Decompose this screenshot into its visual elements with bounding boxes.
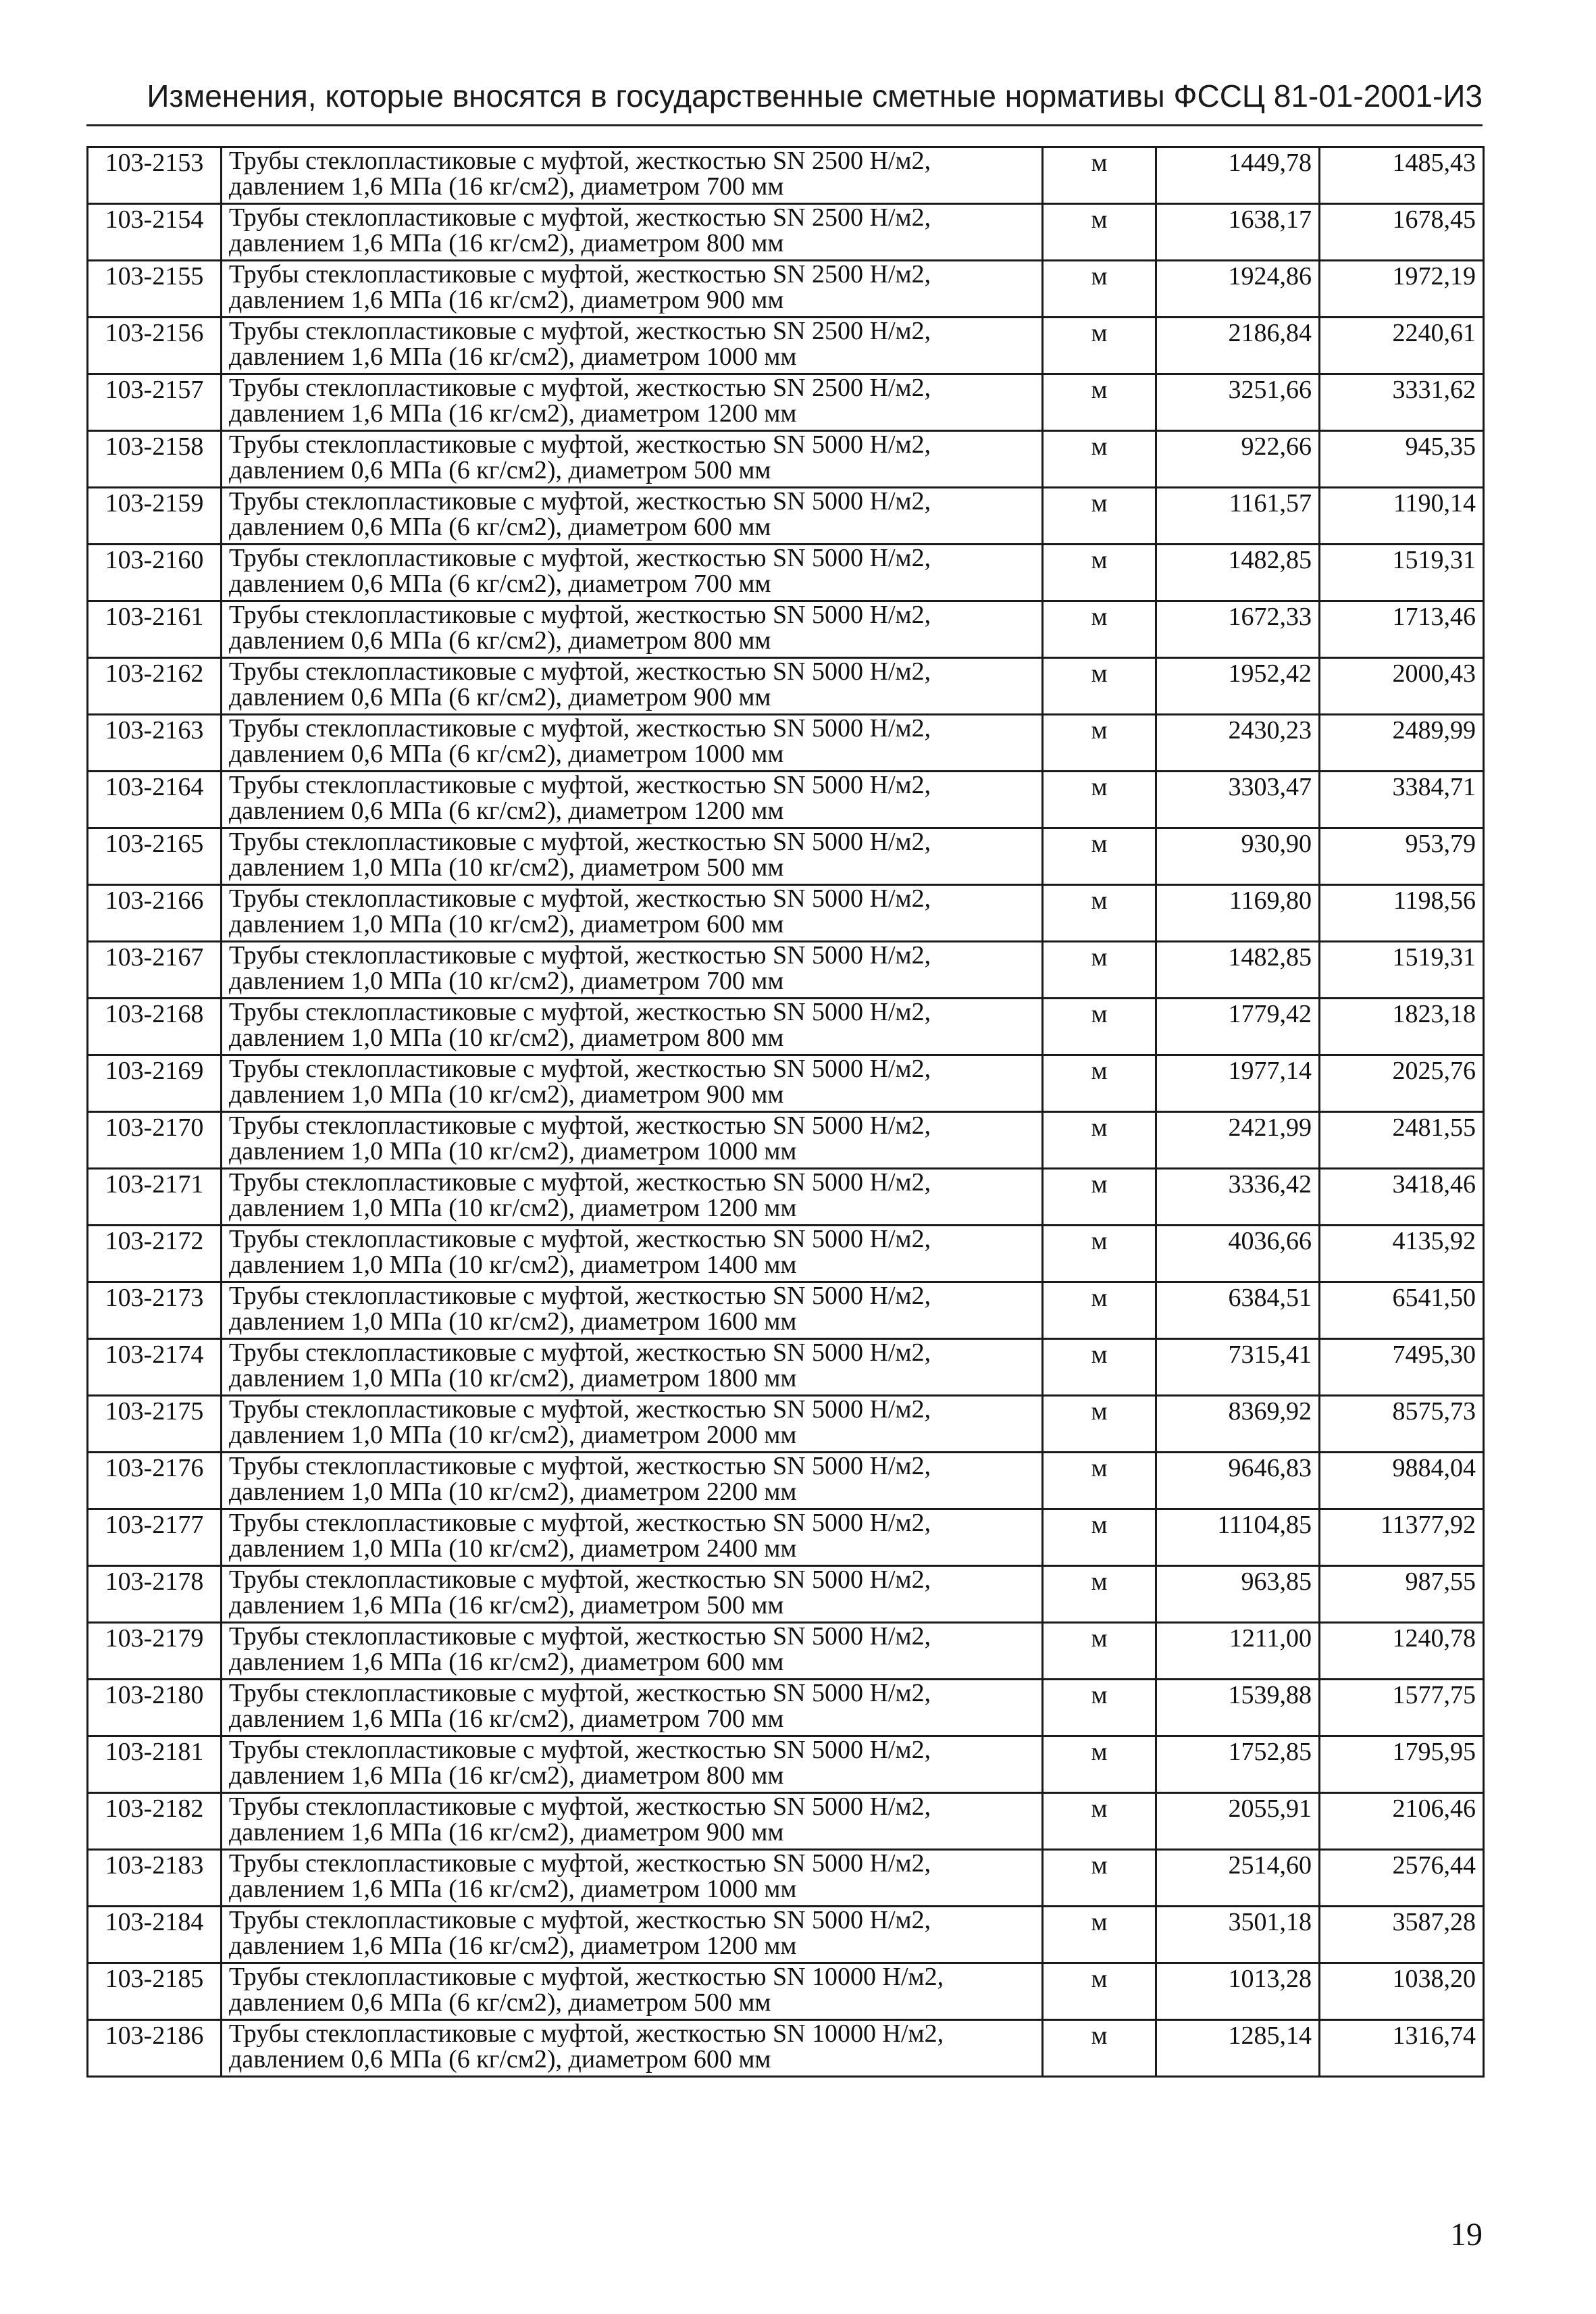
price-cell-1: 1285,14 bbox=[1156, 2020, 1320, 2077]
description-cell: Трубы стеклопластиковые с муфтой, жесткостью SN 5000 Н/м2, давлением 0,6 МПа (6 кг/см2), диаметром 500 мм bbox=[222, 431, 1043, 488]
price-cell-2: 953,79 bbox=[1320, 828, 1484, 885]
price-cell-1: 1672,33 bbox=[1156, 601, 1320, 658]
price-cell-2: 2106,46 bbox=[1320, 1793, 1484, 1850]
code-cell: 103-2179 bbox=[88, 1623, 222, 1680]
description-cell: Трубы стеклопластиковые с муфтой, жесткостью SN 5000 Н/м2, давлением 1,0 МПа (10 кг/см2), диаметром 1600 мм bbox=[222, 1282, 1043, 1339]
code-cell: 103-2153 bbox=[88, 147, 222, 204]
unit-cell: м bbox=[1043, 1396, 1156, 1453]
code-cell: 103-2176 bbox=[88, 1453, 222, 1509]
description-cell: Трубы стеклопластиковые с муфтой, жесткостью SN 5000 Н/м2, давлением 1,0 МПа (10 кг/см2), диаметром 1200 мм bbox=[222, 1169, 1043, 1226]
unit-cell: м bbox=[1043, 374, 1156, 431]
price-cell-1: 1211,00 bbox=[1156, 1623, 1320, 1680]
description-cell: Трубы стеклопластиковые с муфтой, жесткостью SN 10000 Н/м2, давлением 0,6 МПа (6 кг/см2), диаметром 500 мм bbox=[222, 1963, 1043, 2020]
table-row bbox=[88, 1396, 1484, 1453]
price-cell-1: 3336,42 bbox=[1156, 1169, 1320, 1226]
price-cell-2: 1519,31 bbox=[1320, 942, 1484, 999]
description-cell: Трубы стеклопластиковые с муфтой, жесткостью SN 5000 Н/м2, давлением 1,0 МПа (10 кг/см2), диаметром 700 мм bbox=[222, 942, 1043, 999]
code-cell: 103-2174 bbox=[88, 1339, 222, 1396]
unit-cell: м bbox=[1043, 1282, 1156, 1339]
description-cell: Трубы стеклопластиковые с муфтой, жесткостью SN 5000 Н/м2, давлением 1,0 МПа (10 кг/см2), диаметром 900 мм bbox=[222, 1055, 1043, 1112]
table-row bbox=[88, 1169, 1484, 1226]
unit-cell: м bbox=[1043, 1226, 1156, 1282]
unit-cell: м bbox=[1043, 1509, 1156, 1566]
table-row bbox=[88, 1623, 1484, 1680]
table-row bbox=[88, 488, 1484, 545]
table-row bbox=[88, 204, 1484, 261]
description-cell: Трубы стеклопластиковые с муфтой, жесткостью SN 2500 Н/м2, давлением 1,6 МПа (16 кг/см2), диаметром 1000 мм bbox=[222, 318, 1043, 374]
price-cell-1: 2430,23 bbox=[1156, 715, 1320, 772]
table-row bbox=[88, 1566, 1484, 1623]
code-cell: 103-2173 bbox=[88, 1282, 222, 1339]
price-cell-1: 3501,18 bbox=[1156, 1907, 1320, 1963]
description-cell: Трубы стеклопластиковые с муфтой, жесткостью SN 5000 Н/м2, давлением 1,0 МПа (10 кг/см2), диаметром 600 мм bbox=[222, 885, 1043, 942]
code-cell: 103-2157 bbox=[88, 374, 222, 431]
price-cell-2: 1190,14 bbox=[1320, 488, 1484, 545]
description-cell: Трубы стеклопластиковые с муфтой, жесткостью SN 5000 Н/м2, давлением 0,6 МПа (6 кг/см2), диаметром 1200 мм bbox=[222, 772, 1043, 828]
table-row bbox=[88, 1226, 1484, 1282]
price-cell-2: 1972,19 bbox=[1320, 261, 1484, 318]
price-cell-2: 2576,44 bbox=[1320, 1850, 1484, 1907]
unit-cell: м bbox=[1043, 601, 1156, 658]
price-cell-1: 1779,42 bbox=[1156, 999, 1320, 1055]
price-cell-2: 3331,62 bbox=[1320, 374, 1484, 431]
unit-cell: м bbox=[1043, 772, 1156, 828]
price-cell-2: 7495,30 bbox=[1320, 1339, 1484, 1396]
description-cell: Трубы стеклопластиковые с муфтой, жесткостью SN 5000 Н/м2, давлением 1,6 МПа (16 кг/см2), диаметром 500 мм bbox=[222, 1566, 1043, 1623]
unit-cell: м bbox=[1043, 431, 1156, 488]
price-cell-1: 9646,83 bbox=[1156, 1453, 1320, 1509]
description-cell: Трубы стеклопластиковые с муфтой, жесткостью SN 5000 Н/м2, давлением 0,6 МПа (6 кг/см2), диаметром 700 мм bbox=[222, 545, 1043, 601]
table-row bbox=[88, 601, 1484, 658]
price-cell-1: 1924,86 bbox=[1156, 261, 1320, 318]
price-cell-2: 1485,43 bbox=[1320, 147, 1484, 204]
unit-cell: м bbox=[1043, 942, 1156, 999]
price-cell-1: 1977,14 bbox=[1156, 1055, 1320, 1112]
description-cell: Трубы стеклопластиковые с муфтой, жесткостью SN 5000 Н/м2, давлением 1,0 МПа (10 кг/см2), диаметром 1000 мм bbox=[222, 1112, 1043, 1169]
price-cell-1: 1482,85 bbox=[1156, 545, 1320, 601]
description-cell: Трубы стеклопластиковые с муфтой, жесткостью SN 5000 Н/м2, давлением 1,6 МПа (16 кг/см2), диаметром 700 мм bbox=[222, 1680, 1043, 1736]
table-row bbox=[88, 1963, 1484, 2020]
table-row bbox=[88, 772, 1484, 828]
description-cell: Трубы стеклопластиковые с муфтой, жесткостью SN 5000 Н/м2, давлением 1,0 МПа (10 кг/см2), диаметром 500 мм bbox=[222, 828, 1043, 885]
description-cell: Трубы стеклопластиковые с муфтой, жесткостью SN 5000 Н/м2, давлением 1,6 МПа (16 кг/см2), диаметром 800 мм bbox=[222, 1736, 1043, 1793]
description-cell: Трубы стеклопластиковые с муфтой, жесткостью SN 2500 Н/м2, давлением 1,6 МПа (16 кг/см2), диаметром 900 мм bbox=[222, 261, 1043, 318]
description-cell: Трубы стеклопластиковые с муфтой, жесткостью SN 5000 Н/м2, давлением 0,6 МПа (6 кг/см2), диаметром 800 мм bbox=[222, 601, 1043, 658]
code-cell: 103-2155 bbox=[88, 261, 222, 318]
table-row bbox=[88, 1509, 1484, 1566]
code-cell: 103-2167 bbox=[88, 942, 222, 999]
code-cell: 103-2175 bbox=[88, 1396, 222, 1453]
unit-cell: м bbox=[1043, 715, 1156, 772]
description-cell: Трубы стеклопластиковые с муфтой, жесткостью SN 5000 Н/м2, давлением 1,6 МПа (16 кг/см2), диаметром 600 мм bbox=[222, 1623, 1043, 1680]
unit-cell: м bbox=[1043, 1453, 1156, 1509]
table-row bbox=[88, 318, 1484, 374]
unit-cell: м bbox=[1043, 1623, 1156, 1680]
unit-cell: м bbox=[1043, 1850, 1156, 1907]
code-cell: 103-2180 bbox=[88, 1680, 222, 1736]
description-cell: Трубы стеклопластиковые с муфтой, жесткостью SN 5000 Н/м2, давлением 0,6 МПа (6 кг/см2), диаметром 1000 мм bbox=[222, 715, 1043, 772]
price-cell-2: 1198,56 bbox=[1320, 885, 1484, 942]
unit-cell: м bbox=[1043, 1680, 1156, 1736]
unit-cell: м bbox=[1043, 1112, 1156, 1169]
table-row bbox=[88, 1680, 1484, 1736]
price-cell-1: 3251,66 bbox=[1156, 374, 1320, 431]
price-cell-2: 2240,61 bbox=[1320, 318, 1484, 374]
description-cell: Трубы стеклопластиковые с муфтой, жесткостью SN 2500 Н/м2, давлением 1,6 МПа (16 кг/см2), диаметром 800 мм bbox=[222, 204, 1043, 261]
description-cell: Трубы стеклопластиковые с муфтой, жесткостью SN 5000 Н/м2, давлением 1,0 МПа (10 кг/см2), диаметром 1800 мм bbox=[222, 1339, 1043, 1396]
price-cell-1: 930,90 bbox=[1156, 828, 1320, 885]
table-row bbox=[88, 942, 1484, 999]
code-cell: 103-2181 bbox=[88, 1736, 222, 1793]
table-row bbox=[88, 374, 1484, 431]
price-cell-2: 1823,18 bbox=[1320, 999, 1484, 1055]
table-row bbox=[88, 885, 1484, 942]
price-cell-1: 1449,78 bbox=[1156, 147, 1320, 204]
code-cell: 103-2156 bbox=[88, 318, 222, 374]
unit-cell: м bbox=[1043, 999, 1156, 1055]
price-cell-2: 1713,46 bbox=[1320, 601, 1484, 658]
code-cell: 103-2171 bbox=[88, 1169, 222, 1226]
table-row bbox=[88, 828, 1484, 885]
code-cell: 103-2160 bbox=[88, 545, 222, 601]
price-cell-1: 7315,41 bbox=[1156, 1339, 1320, 1396]
price-cell-1: 2421,99 bbox=[1156, 1112, 1320, 1169]
code-cell: 103-2158 bbox=[88, 431, 222, 488]
code-cell: 103-2166 bbox=[88, 885, 222, 942]
price-cell-2: 2025,76 bbox=[1320, 1055, 1484, 1112]
table-row bbox=[88, 147, 1484, 204]
header-divider bbox=[86, 124, 1483, 126]
price-cell-2: 2481,55 bbox=[1320, 1112, 1484, 1169]
table-row bbox=[88, 1850, 1484, 1907]
price-cell-2: 3587,28 bbox=[1320, 1907, 1484, 1963]
price-cell-2: 11377,92 bbox=[1320, 1509, 1484, 1566]
unit-cell: м bbox=[1043, 545, 1156, 601]
code-cell: 103-2164 bbox=[88, 772, 222, 828]
code-cell: 103-2183 bbox=[88, 1850, 222, 1907]
page-header: Изменения, которые вносятся в государственные сметные нормативы ФССЦ 81-01-2001-И3 bbox=[147, 78, 1483, 114]
price-cell-2: 8575,73 bbox=[1320, 1396, 1484, 1453]
code-cell: 103-2168 bbox=[88, 999, 222, 1055]
code-cell: 103-2163 bbox=[88, 715, 222, 772]
table-row bbox=[88, 1907, 1484, 1963]
price-cell-1: 2186,84 bbox=[1156, 318, 1320, 374]
code-cell: 103-2185 bbox=[88, 1963, 222, 2020]
unit-cell: м bbox=[1043, 1566, 1156, 1623]
code-cell: 103-2184 bbox=[88, 1907, 222, 1963]
price-cell-2: 3418,46 bbox=[1320, 1169, 1484, 1226]
price-cell-1: 11104,85 bbox=[1156, 1509, 1320, 1566]
price-cell-1: 2055,91 bbox=[1156, 1793, 1320, 1850]
price-cell-1: 6384,51 bbox=[1156, 1282, 1320, 1339]
code-cell: 103-2161 bbox=[88, 601, 222, 658]
price-cell-1: 1169,80 bbox=[1156, 885, 1320, 942]
price-cell-1: 1539,88 bbox=[1156, 1680, 1320, 1736]
description-cell: Трубы стеклопластиковые с муфтой, жесткостью SN 5000 Н/м2, давлением 1,6 МПа (16 кг/см2), диаметром 900 мм bbox=[222, 1793, 1043, 1850]
price-cell-2: 1038,20 bbox=[1320, 1963, 1484, 2020]
code-cell: 103-2169 bbox=[88, 1055, 222, 1112]
page-number: 19 bbox=[1450, 2217, 1483, 2253]
code-cell: 103-2182 bbox=[88, 1793, 222, 1850]
description-cell: Трубы стеклопластиковые с муфтой, жесткостью SN 2500 Н/м2, давлением 1,6 МПа (16 кг/см2), диаметром 1200 мм bbox=[222, 374, 1043, 431]
code-cell: 103-2186 bbox=[88, 2020, 222, 2077]
unit-cell: м bbox=[1043, 147, 1156, 204]
price-cell-2: 4135,92 bbox=[1320, 1226, 1484, 1282]
price-cell-2: 3384,71 bbox=[1320, 772, 1484, 828]
code-cell: 103-2154 bbox=[88, 204, 222, 261]
price-cell-2: 1795,95 bbox=[1320, 1736, 1484, 1793]
price-cell-2: 6541,50 bbox=[1320, 1282, 1484, 1339]
table-row bbox=[88, 715, 1484, 772]
unit-cell: м bbox=[1043, 658, 1156, 715]
description-cell: Трубы стеклопластиковые с муфтой, жесткостью SN 5000 Н/м2, давлением 1,0 МПа (10 кг/см2), диаметром 2400 мм bbox=[222, 1509, 1043, 1566]
table-row bbox=[88, 2020, 1484, 2077]
description-cell: Трубы стеклопластиковые с муфтой, жесткостью SN 5000 Н/м2, давлением 1,0 МПа (10 кг/см2), диаметром 800 мм bbox=[222, 999, 1043, 1055]
description-cell: Трубы стеклопластиковые с муфтой, жесткостью SN 5000 Н/м2, давлением 0,6 МПа (6 кг/см2), диаметром 900 мм bbox=[222, 658, 1043, 715]
description-cell: Трубы стеклопластиковые с муфтой, жесткостью SN 5000 Н/м2, давлением 1,0 МПа (10 кг/см2), диаметром 1400 мм bbox=[222, 1226, 1043, 1282]
unit-cell: м bbox=[1043, 1793, 1156, 1850]
code-cell: 103-2177 bbox=[88, 1509, 222, 1566]
unit-cell: м bbox=[1043, 204, 1156, 261]
description-cell: Трубы стеклопластиковые с муфтой, жесткостью SN 5000 Н/м2, давлением 1,0 МПа (10 кг/см2), диаметром 2200 мм bbox=[222, 1453, 1043, 1509]
unit-cell: м bbox=[1043, 828, 1156, 885]
table-row bbox=[88, 999, 1484, 1055]
description-cell: Трубы стеклопластиковые с муфтой, жесткостью SN 5000 Н/м2, давлением 0,6 МПа (6 кг/см2), диаметром 600 мм bbox=[222, 488, 1043, 545]
table-row bbox=[88, 1453, 1484, 1509]
unit-cell: м bbox=[1043, 318, 1156, 374]
price-cell-1: 8369,92 bbox=[1156, 1396, 1320, 1453]
table-body bbox=[88, 147, 1484, 2077]
description-cell: Трубы стеклопластиковые с муфтой, жесткостью SN 5000 Н/м2, давлением 1,6 МПа (16 кг/см2), диаметром 1000 мм bbox=[222, 1850, 1043, 1907]
unit-cell: м bbox=[1043, 1736, 1156, 1793]
price-cell-1: 1013,28 bbox=[1156, 1963, 1320, 2020]
code-cell: 103-2162 bbox=[88, 658, 222, 715]
unit-cell: м bbox=[1043, 1339, 1156, 1396]
unit-cell: м bbox=[1043, 488, 1156, 545]
price-cell-2: 2000,43 bbox=[1320, 658, 1484, 715]
price-cell-1: 1638,17 bbox=[1156, 204, 1320, 261]
price-cell-1: 2514,60 bbox=[1156, 1850, 1320, 1907]
table-row bbox=[88, 261, 1484, 318]
unit-cell: м bbox=[1043, 1963, 1156, 2020]
table-row bbox=[88, 1055, 1484, 1112]
table-row bbox=[88, 545, 1484, 601]
price-table bbox=[86, 146, 1485, 2078]
unit-cell: м bbox=[1043, 2020, 1156, 2077]
unit-cell: м bbox=[1043, 1055, 1156, 1112]
price-cell-1: 3303,47 bbox=[1156, 772, 1320, 828]
price-cell-2: 9884,04 bbox=[1320, 1453, 1484, 1509]
price-cell-2: 2489,99 bbox=[1320, 715, 1484, 772]
unit-cell: м bbox=[1043, 885, 1156, 942]
table-row bbox=[88, 1736, 1484, 1793]
price-cell-2: 1240,78 bbox=[1320, 1623, 1484, 1680]
price-cell-2: 945,35 bbox=[1320, 431, 1484, 488]
price-cell-1: 963,85 bbox=[1156, 1566, 1320, 1623]
description-cell: Трубы стеклопластиковые с муфтой, жесткостью SN 10000 Н/м2, давлением 0,6 МПа (6 кг/см2), диаметром 600 мм bbox=[222, 2020, 1043, 2077]
price-cell-2: 1577,75 bbox=[1320, 1680, 1484, 1736]
price-cell-1: 4036,66 bbox=[1156, 1226, 1320, 1282]
unit-cell: м bbox=[1043, 261, 1156, 318]
description-cell: Трубы стеклопластиковые с муфтой, жесткостью SN 5000 Н/м2, давлением 1,0 МПа (10 кг/см2), диаметром 2000 мм bbox=[222, 1396, 1043, 1453]
table-row bbox=[88, 1112, 1484, 1169]
price-cell-2: 1519,31 bbox=[1320, 545, 1484, 601]
description-cell: Трубы стеклопластиковые с муфтой, жесткостью SN 2500 Н/м2, давлением 1,6 МПа (16 кг/см2), диаметром 700 мм bbox=[222, 147, 1043, 204]
table-row bbox=[88, 1282, 1484, 1339]
code-cell: 103-2178 bbox=[88, 1566, 222, 1623]
price-cell-1: 1482,85 bbox=[1156, 942, 1320, 999]
table-row bbox=[88, 431, 1484, 488]
price-cell-1: 1752,85 bbox=[1156, 1736, 1320, 1793]
table-row bbox=[88, 1339, 1484, 1396]
price-cell-1: 1952,42 bbox=[1156, 658, 1320, 715]
code-cell: 103-2165 bbox=[88, 828, 222, 885]
code-cell: 103-2172 bbox=[88, 1226, 222, 1282]
description-cell: Трубы стеклопластиковые с муфтой, жесткостью SN 5000 Н/м2, давлением 1,6 МПа (16 кг/см2), диаметром 1200 мм bbox=[222, 1907, 1043, 1963]
price-cell-2: 987,55 bbox=[1320, 1566, 1484, 1623]
table-row bbox=[88, 1793, 1484, 1850]
unit-cell: м bbox=[1043, 1169, 1156, 1226]
price-cell-2: 1678,45 bbox=[1320, 204, 1484, 261]
price-cell-2: 1316,74 bbox=[1320, 2020, 1484, 2077]
price-cell-1: 922,66 bbox=[1156, 431, 1320, 488]
table-row bbox=[88, 658, 1484, 715]
code-cell: 103-2170 bbox=[88, 1112, 222, 1169]
unit-cell: м bbox=[1043, 1907, 1156, 1963]
code-cell: 103-2159 bbox=[88, 488, 222, 545]
price-cell-1: 1161,57 bbox=[1156, 488, 1320, 545]
